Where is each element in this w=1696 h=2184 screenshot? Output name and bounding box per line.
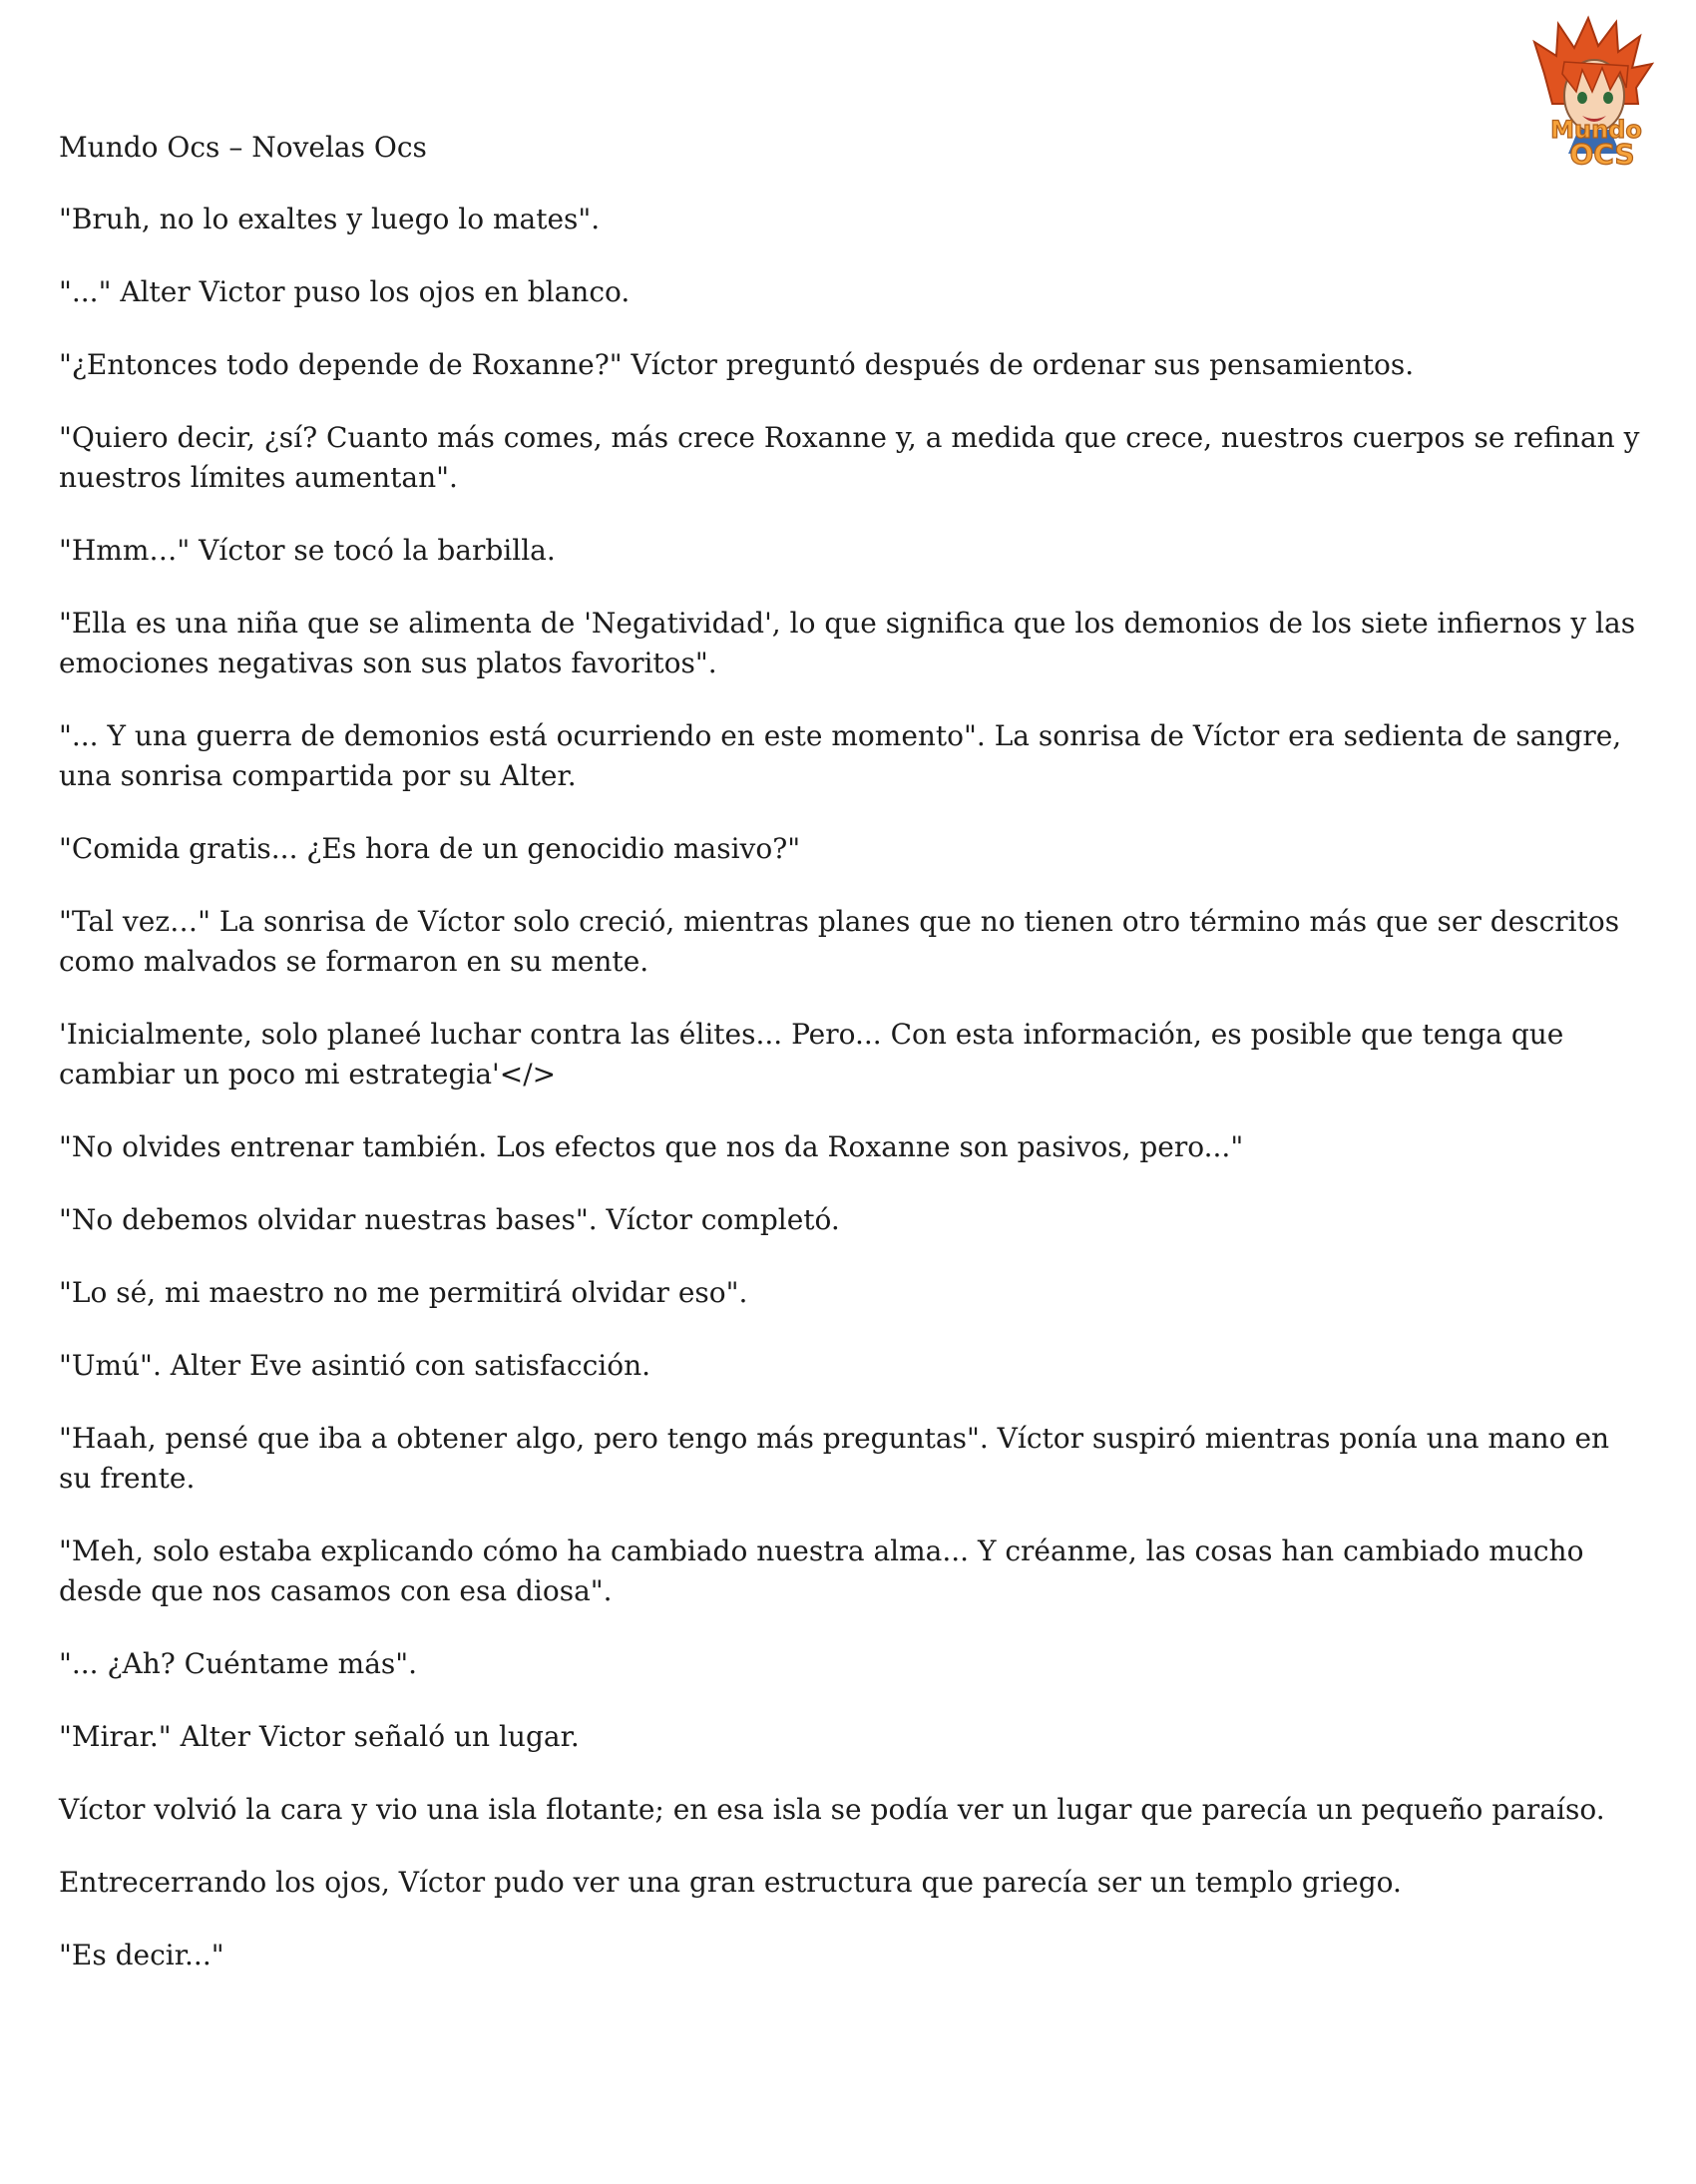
paragraph: Víctor volvió la cara y vio una isla flotante; en esa isla se podía ver un lugar que parecía un pequeño paraíso. <box>59 1793 1605 1826</box>
paragraph: "Mirar." Alter Victor señaló un lugar. <box>59 1720 580 1753</box>
paragraph: "Meh, solo estaba explicando cómo ha cambiado nuestra alma... Y créanme, las cosas han cambiado mucho desde que nos casamos con esa diosa". <box>59 1534 1584 1607</box>
paragraph: "Bruh, no lo exaltes y luego lo mates". <box>59 203 601 235</box>
paragraph: "¿Entonces todo depende de Roxanne?" Víctor preguntó después de ordenar sus pensamientos. <box>59 348 1415 381</box>
paragraph: "Haah, pensé que iba a obtener algo, pero tengo más preguntas". Víctor suspiró mientras ponía una mano en su frente. <box>59 1422 1610 1495</box>
paragraph: "..." Alter Victor puso los ojos en blanco. <box>59 275 631 308</box>
paragraph: "Hmm…" Víctor se tocó la barbilla. <box>59 534 556 567</box>
logo-text-mundo: Mundo <box>1550 116 1642 144</box>
paragraph: "Quiero decir, ¿sí? Cuanto más comes, más crece Roxanne y, a medida que crece, nuestros cuerpos se refinan y nuestros límites aumentan". <box>59 421 1640 494</box>
paragraph: "... Y una guerra de demonios está ocurriendo en este momento". La sonrisa de Víctor era sedienta de sangre, una sonrisa compartida por su Alter. <box>59 719 1622 792</box>
paragraph: 'Inicialmente, solo planeé luchar contra las élites... Pero... Con esta información, es posible que tenga que cambiar un poco mi estrategia'</> <box>59 1018 1564 1091</box>
document-body <box>59 128 1645 2008</box>
paragraph: "Es decir..." <box>59 1939 224 1971</box>
paragraph: "Umú". Alter Eve asintió con satisfacción. <box>59 1349 651 1382</box>
paragraph: "Tal vez…" La sonrisa de Víctor solo creció, mientras planes que no tienen otro término más que ser descritos como malvados se formaron en su mente. <box>59 905 1620 978</box>
paragraph: "Lo sé, mi maestro no me permitirá olvidar eso". <box>59 1276 748 1309</box>
paragraph: "Comida gratis... ¿Es hora de un genocidio masivo?" <box>59 832 801 865</box>
paragraph: "No debemos olvidar nuestras bases". Víctor completó. <box>59 1203 840 1236</box>
paragraph: "... ¿Ah? Cuéntame más". <box>59 1647 418 1680</box>
logo-text-ocs: OCS <box>1569 138 1635 171</box>
paragraph: "No olvides entrenar también. Los efectos que nos da Roxanne son pasivos, pero..." <box>59 1130 1244 1163</box>
page-header-title: Mundo Ocs – Novelas Ocs <box>59 131 427 164</box>
paragraph: "Ella es una niña que se alimenta de 'Negatividad', lo que significa que los demonios de los siete infiernos y las emociones negativas son sus platos favoritos". <box>59 607 1636 679</box>
paragraph: Entrecerrando los ojos, Víctor pudo ver una gran estructura que parecía ser un templo griego. <box>59 1866 1402 1899</box>
